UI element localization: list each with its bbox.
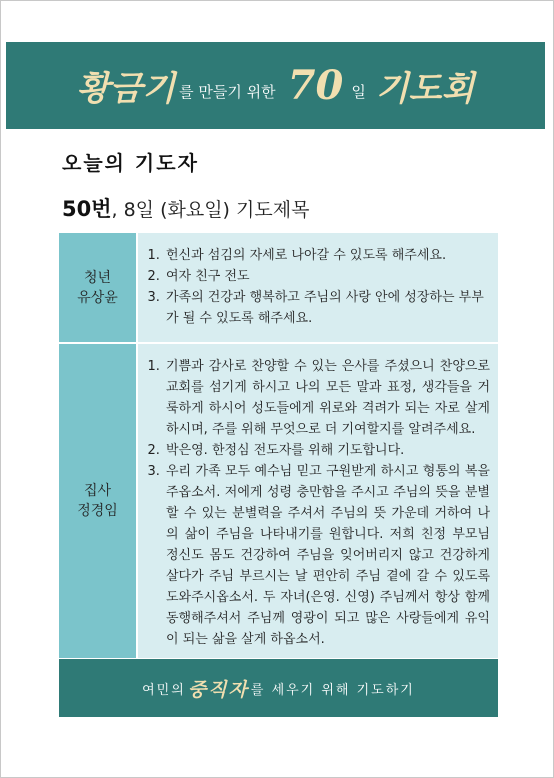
prayer-subtitle: [62, 193, 309, 223]
footer-suffix: 를 세우기 위해 기도하기: [250, 682, 415, 698]
banner-number: 70: [287, 62, 344, 109]
prayer-list: [138, 233, 498, 342]
prayer-item: 2. 박은영. 한정심 전도자를 위해 기도합니다.: [164, 440, 490, 461]
header-banner: [6, 42, 545, 129]
prayer-item: 3. 우리 가족 모두 예수님 믿고 구원받게 하시고 형통의 복을 주옵소서. 저에게 성령 충만함을 주시고 주님의 뜻을 분별할 수 있는 분별력을 주셔서 주님의 뜻 가운데 거하여 나의 삶이 주님을 나타내기를 원합니다. 저희 친정 부모님 정신도 몸도 건강하여 주님을 잊어버리지 않고 건강하게 살다가 주님 부르시는 날 편안히 주님 곁에 갈 수 있도록 도와주시옵소서. 두 자녀(은영. 신영) 주님께서 항상 함께 동행해주셔서 주님께 영광이 되고 많은 사랑들에게 유익이 되는 삶을 살게 하옵소서.: [164, 461, 490, 650]
prayer-item: 3. 가족의 건강과 행복하고 주님의 사랑 안에 성장하는 부부가 될 수 있도록 해주세요.: [164, 287, 490, 329]
prayer-item: 1. 헌신과 섬김의 자세로 나아갈 수 있도록 해주세요.: [164, 245, 490, 266]
footer-prefix: 여민의: [142, 682, 186, 698]
footer-highlight: 중직자: [187, 678, 249, 701]
footer-banner: [59, 659, 498, 717]
prayer-person: [59, 233, 138, 342]
prayer-row: [59, 342, 498, 658]
person-role: 집사: [83, 483, 112, 499]
banner-word-2: 기도회: [375, 69, 475, 109]
page-heading: 오늘의 기도자: [62, 151, 199, 175]
prayer-item: 2. 여자 친구 전도: [164, 266, 490, 287]
banner-day: 일: [351, 83, 366, 101]
person-name: 유상윤: [77, 289, 118, 306]
banner-word-1: 황금기: [76, 69, 176, 109]
subtitle-number: 50번: [62, 197, 112, 221]
prayer-table: [59, 233, 498, 658]
person-name: 정경임: [77, 503, 118, 519]
banner-word-1-suffix: 를 만들기 위한: [179, 83, 276, 101]
prayer-person: [59, 344, 138, 658]
subtitle-rest: , 8일 (화요일) 기도제목: [111, 199, 310, 221]
prayer-item: 1. 기쁨과 감사로 찬양할 수 있는 은사를 주셨으니 찬양으로 교회를 섬기게 하시고 나의 모든 말과 표정, 생각들을 거룩하게 하시어 성도들에게 위로와 격려가 되는 자로 살게 하시며, 주를 위해 무엇으로 더 기여할지를 알려주세요.: [164, 356, 490, 440]
prayer-row: [59, 233, 498, 342]
person-role: 청년: [83, 269, 112, 286]
prayer-list: [138, 344, 498, 658]
